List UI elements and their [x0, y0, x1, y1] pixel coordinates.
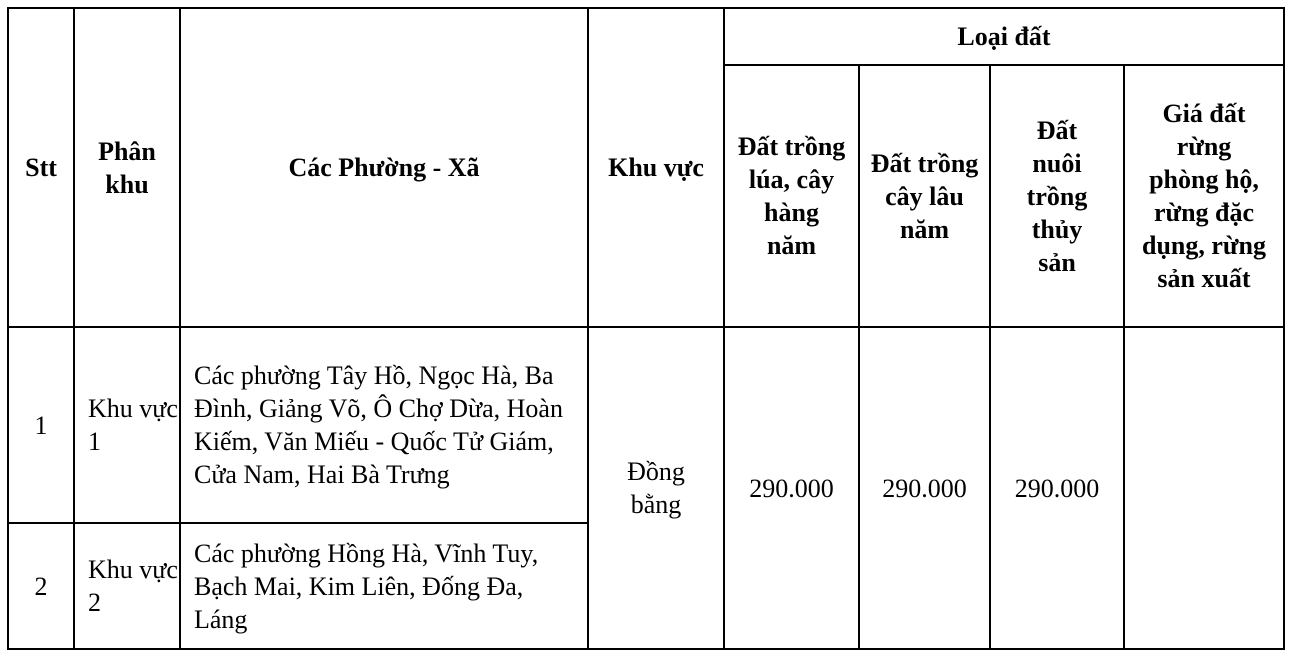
header-dat-nuoi-trong-thuy-san: Đất nuôi trồng thủy sản — [990, 65, 1124, 327]
gia-dat-rung-value — [1124, 327, 1284, 649]
table-row — [8, 327, 1284, 523]
header-gia-dat-rung: Giá đất rừng phòng hộ, rừng đặc dụng, rừng sản xuất — [1124, 65, 1284, 327]
dat-trong-lua-value: 290.000 — [724, 327, 859, 649]
header-dat-trong-lua: Đất trồng lúa, cây hàng năm — [724, 65, 859, 327]
header-cac-phuong-xa: Các Phường - Xã — [180, 8, 588, 327]
header-dat-cay-lau-nam: Đất trồng cây lâu năm — [859, 65, 990, 327]
row-phan-khu: Khu vực 2 — [74, 523, 180, 649]
row-stt: 2 — [8, 523, 74, 649]
land-price-table — [7, 7, 1285, 650]
header-khu-vuc: Khu vực — [588, 8, 724, 327]
dat-nuoi-trong-thuy-san-value: 290.000 — [990, 327, 1124, 649]
header-phan-khu: Phân khu — [74, 8, 180, 327]
row-cac-phuong: Các phường Hồng Hà, Vĩnh Tuy, Bạch Mai, Kim Liên, Đống Đa, Láng — [180, 523, 588, 649]
khu-vuc-value: Đồng bằng — [588, 327, 724, 649]
row-cac-phuong: Các phường Tây Hồ, Ngọc Hà, Ba Đình, Giảng Võ, Ô Chợ Dừa, Hoàn Kiếm, Văn Miếu - Quốc Tử Giám, Cửa Nam, Hai Bà Trưng — [180, 327, 588, 523]
row-stt: 1 — [8, 327, 74, 523]
row-phan-khu: Khu vực 1 — [74, 327, 180, 523]
header-loai-dat: Loại đất — [724, 8, 1284, 65]
dat-cay-lau-nam-value: 290.000 — [859, 327, 990, 649]
header-stt: Stt — [8, 8, 74, 327]
